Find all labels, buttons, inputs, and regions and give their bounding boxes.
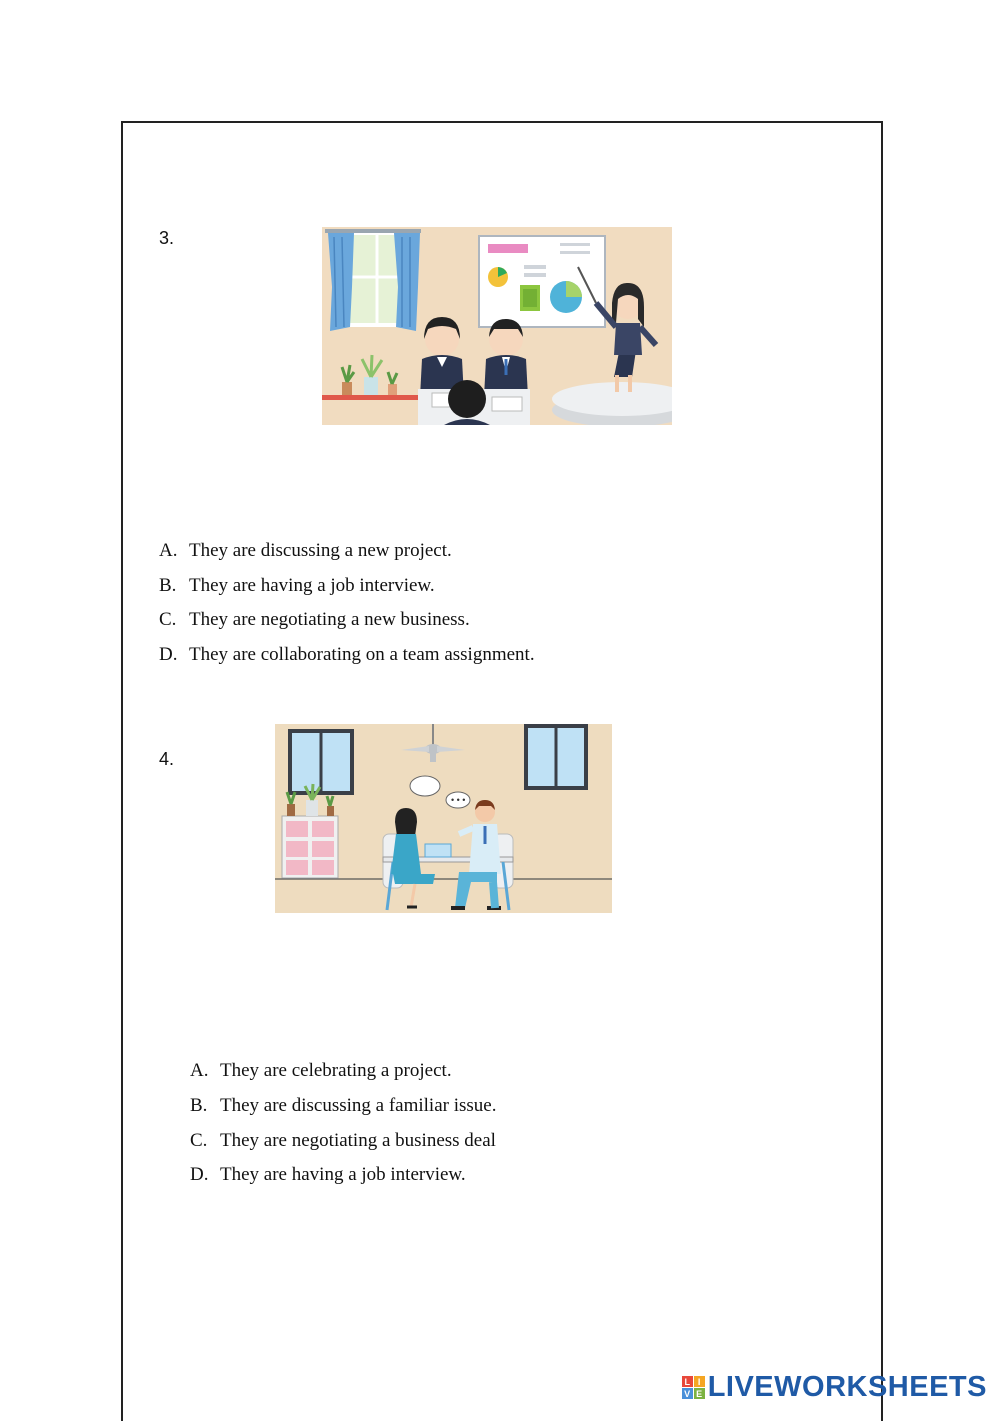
question-4-option-d[interactable]: D. They are having a job interview. [190, 1164, 466, 1185]
question-3-option-a[interactable]: A. They are discussing a new project. [159, 540, 452, 561]
liveworksheets-logo[interactable] [682, 1371, 987, 1404]
liveworksheets-mark-icon: L I V E [682, 1376, 705, 1399]
liveworksheets-logo-text: LIVEWORKSHEETS [707, 1371, 987, 1403]
question-4-option-c[interactable]: C. They are negotiating a business deal [190, 1130, 496, 1151]
meeting-presentation-illustration [322, 227, 672, 425]
question-3-number: 3. [159, 228, 175, 248]
question-4-number: 4. [159, 749, 175, 769]
svg-text:• • •: • • • [451, 795, 466, 805]
office-conversation-illustration [275, 724, 612, 913]
question-3-option-b[interactable]: B. They are having a job interview. [159, 575, 435, 596]
question-4-option-b[interactable]: B. They are discussing a familiar issue. [190, 1095, 497, 1116]
question-3-option-c[interactable]: C. They are negotiating a new business. [159, 609, 470, 630]
question-4-option-a[interactable]: A. They are celebrating a project. [190, 1060, 452, 1081]
question-3-option-d[interactable]: D. They are collaborating on a team assignment. [159, 644, 535, 665]
